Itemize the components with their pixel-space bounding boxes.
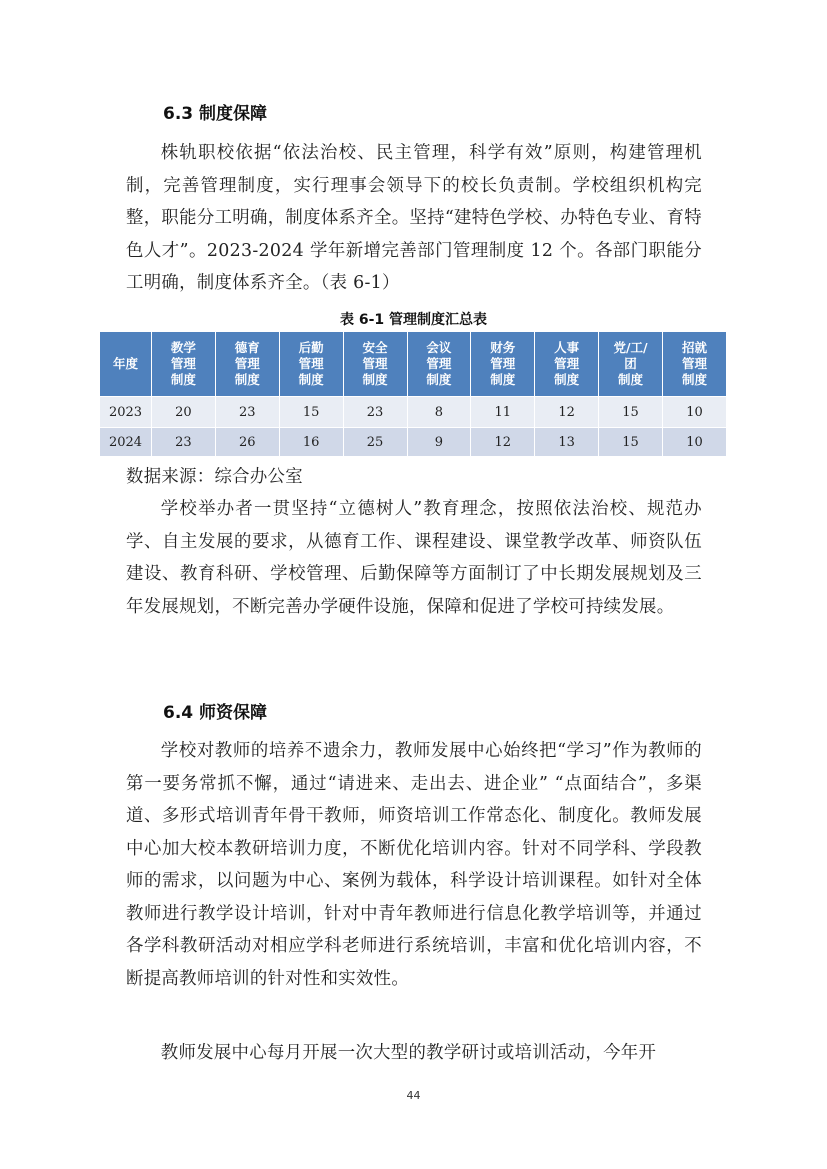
section-6-3-paragraph: 株轨职校依据“依法治校、民主管理，科学有效”原则，构建管理机制，完善管理制度，实行理事会领导下的校长负责制。学校组织机构完整，职能分工明确，制度体系齐全。坚持“建特色学校、办特色专业、育特色人才”。2023-2024 学年新增完善部门管理制度 12 个。各部门职能分工明确，制度体系齐全。（表 6-1） — [126, 143, 702, 293]
table-header-cell: 人事 管理 制度 — [535, 332, 599, 397]
table-value-cell: 15 — [279, 397, 343, 428]
management-system-table — [99, 331, 727, 457]
table-value-cell: 15 — [599, 397, 663, 428]
table-value-cell: 12 — [535, 397, 599, 428]
section-6-4-heading: 6.4 师资保障 — [163, 703, 268, 723]
table-row — [100, 397, 727, 428]
table-header-row — [100, 332, 727, 397]
table-caption: 表 6-1 管理制度汇总表 — [339, 312, 488, 328]
table-row — [100, 428, 727, 457]
table-value-cell: 11 — [471, 397, 535, 428]
table-value-cell: 15 — [599, 428, 663, 457]
table-value-cell: 10 — [663, 428, 727, 457]
table-value-cell: 10 — [663, 397, 727, 428]
table-value-cell: 25 — [343, 428, 407, 457]
table-header-cell: 德育 管理 制度 — [215, 332, 279, 397]
table-value-cell: 20 — [152, 397, 216, 428]
page-number: 44 — [406, 1089, 421, 1102]
table-header-cell: 安全 管理 制度 — [343, 332, 407, 397]
table-value-cell: 8 — [407, 397, 471, 428]
table-header-cell: 后勤 管理 制度 — [279, 332, 343, 397]
teacher-activity-paragraph: 教师发展中心每月开展一次大型的教学研讨或培训活动，今年开 — [160, 1043, 657, 1063]
development-plan-paragraph: 学校举办者一贯坚持“立德树人”教育理念，按照依法治校、规范办学、自主发展的要求，从德育工作、课程建设、课堂教学改革、师资队伍建设、教育科研、学校管理、后勤保障等方面制订了中长期发展规划及三年发展规划，不断完善办学硬件设施，保障和促进了学校可持续发展。 — [126, 499, 702, 617]
table-header-cell: 党/工/ 团 制度 — [599, 332, 663, 397]
table-header-cell: 年度 — [100, 332, 152, 397]
table-value-cell: 9 — [407, 428, 471, 457]
table-value-cell: 16 — [279, 428, 343, 457]
table-value-cell: 13 — [535, 428, 599, 457]
table-year-cell: 2023 — [100, 397, 152, 428]
table-value-cell: 23 — [215, 397, 279, 428]
table-header-cell: 财务 管理 制度 — [471, 332, 535, 397]
table-value-cell: 23 — [343, 397, 407, 428]
table-value-cell: 26 — [215, 428, 279, 457]
table-value-cell: 12 — [471, 428, 535, 457]
table-header-cell: 教学 管理 制度 — [152, 332, 216, 397]
table-year-cell: 2024 — [100, 428, 152, 457]
section-6-3-heading: 6.3 制度保障 — [163, 104, 268, 124]
teacher-training-paragraph: 学校对教师的培养不遗余力，教师发展中心始终把“学习”作为教师的第一要务常抓不懈，通过“请进来、走出去、进企业” “点面结合”，多渠道、多形式培训青年骨干教师，师资培训工作常态化、制度化。教师发展中心加大校本教研培训力度，不断优化培训内容。针对不同学科、学段教师的需求，以问题为中心、案例为载体，科学设计培训课程。如针对全体教师进行教学设计培训，针对中青年教师进行信息化教学培训等，并通过各学科教研活动对相应学科老师进行系统培训，丰富和优化培训内容，不断提高教师培训的针对性和实效性。 — [126, 741, 702, 989]
table-source-note: 数据来源：综合办公室 — [126, 467, 303, 487]
table-header-cell: 招就 管理 制度 — [663, 332, 727, 397]
table-value-cell: 23 — [152, 428, 216, 457]
table-header-cell: 会议 管理 制度 — [407, 332, 471, 397]
